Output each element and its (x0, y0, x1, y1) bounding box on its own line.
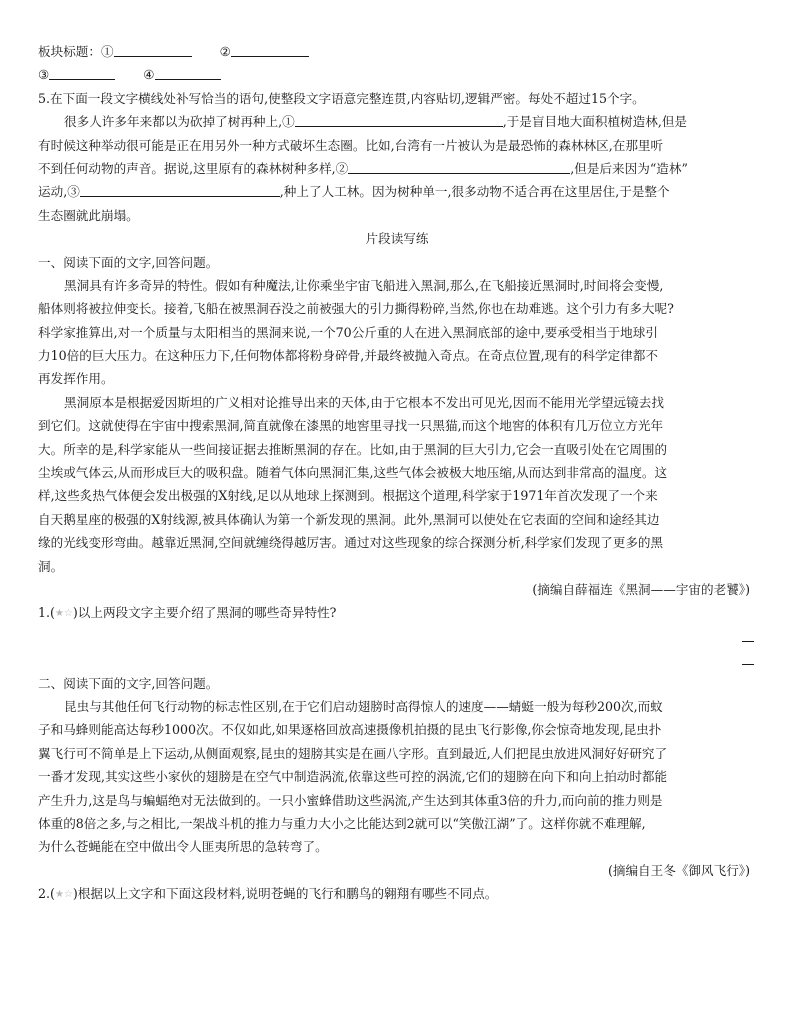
part1-p2-line: 到它们。这就使得在宇宙中搜索黑洞,简直就像在漆黑的地窖里寻找一只黑猫,而这个地窖的体积有几万位立方光年 (38, 418, 664, 434)
answer-blank-1[interactable] (114, 43, 192, 57)
difficulty-star-icon: ★☆ (54, 608, 73, 620)
part1-p2-line: 洞。 (38, 558, 64, 574)
part2-heading: 二、阅读下面的文字,回答问题。 (38, 675, 219, 691)
section-heading: 片段读写练 (365, 231, 429, 247)
blank-number-1: ① (100, 44, 114, 59)
q5-line-4: 运动,③ ,种上了人工林。因为树种单一,很多动物不适合再在这里居住,于是整个 (38, 184, 670, 200)
q5-line-5: 生态圈就此崩塌。 (38, 207, 139, 223)
answer-blank-4[interactable] (155, 66, 221, 80)
part1-p2-line: 尘埃或气体云,从而形成巨大的吸积盘。随着气体向黑洞汇集,这些气体会被极大地压缩,从而达到非常高的温度。这 (38, 465, 668, 481)
q5-line-1: 很多人许多年来都以为砍掉了树再种上,① ,于是盲目地大面积植树造林,但是 (64, 114, 688, 130)
q5-line-3: 不到任何动物的声音。据说,这里原有的森林树种多样,② ,但是后来因为“造林” (38, 160, 688, 176)
part1-p1-line: 力10倍的巨大压力。在这种压力下,任何物体都将粉身碎骨,并最终被抛入奇点。在奇点位置,现有的科学定律都不 (38, 348, 658, 364)
answer-line (742, 641, 754, 642)
part1-p1-line: 船体则将被拉伸变长。接着,飞船在被黑洞吞没之前被强大的引力撕得粉碎,当然,你也在劫难逃。这个引力有多大呢? (38, 301, 674, 317)
difficulty-star-icon: ★☆ (54, 889, 73, 901)
part1-p1-line: 再发挥作用。 (38, 371, 114, 387)
q5-blank-2[interactable] (348, 160, 570, 174)
part1-p2-line: 样,这些炙热气体便会发出极强的X射线,足以从地球上探测到。根据这个道理,科学家于1971年首次发现了一个来 (38, 488, 658, 504)
part2-p1-line: 翼飞行可不简单是上下运动,从侧面观察,昆虫的翅膀其实是在画八字形。直到最近,人们把昆虫放进风洞好好研究了 (38, 745, 668, 761)
part2-p1-line: 昆虫与其他任何飞行动物的标志性区别,在于它们启动翅膀时高得惊人的速度——蜻蜓一般为每秒200次,而蚊 (64, 698, 663, 714)
part2-p1-line: 子和马蜂则能高达每秒1000次。不仅如此,如果逐格回放高速摄像机拍摄的昆虫飞行影像,你会惊奇地发现,昆虫扑 (38, 722, 662, 738)
section-titles-row-1 (38, 40, 756, 63)
part1-p1-line: 科学家推算出,对一个质量与太阳相当的黑洞来说,一个70公斤重的人在进入黑洞底部的途中,要承受相当于地球引 (38, 324, 658, 340)
q5-line-2: 有时候这种举动很可能是正在用另外一种方式破坏生态圈。比如,台湾有一片被认为是最恐怖的森林林区,在那里听 (38, 137, 664, 153)
answer-line (742, 664, 754, 665)
question-1: 1.(★☆)以上两段文字主要介绍了黑洞的哪些奇异特性? (38, 605, 337, 621)
blank-number-2: ② (219, 44, 231, 59)
q5-blank-3[interactable] (80, 183, 280, 197)
answer-area-1[interactable] (38, 625, 756, 648)
part1-p2-line: 大。所幸的是,科学家能从一些间接证据去推断黑洞的存在。比如,由于黑洞的巨大引力,它会一直吸引处在它周围的 (38, 441, 668, 457)
part1-p2-line: 黑洞原本是根据爱因斯坦的广义相对论推导出来的天体,由于它根本不发出可见光,因而不能用光学望远镜去找 (64, 394, 664, 410)
part1-p2-line: 自天鹅星座的极强的X射线源,被具体确认为第一个新发现的黑洞。此外,黑洞可以使处在它表面的空间和途经其边 (38, 511, 660, 527)
part2-p1-line: 一番才发现,其实这些小家伙的翅膀是在空气中制造涡流,依靠这些可控的涡流,它们的翅膀在向下和向上拍动时都能 (38, 769, 668, 785)
document-page (38, 40, 756, 905)
answer-blank-3[interactable] (49, 66, 115, 80)
part2-p1-line: 为什么苍蝇能在空中做出令人匪夷所思的急转弯了。 (38, 839, 328, 855)
part2-source: (摘编自王冬《御风飞行》) (607, 862, 750, 878)
part2-p1-line: 体重的8倍之多,与之相比,一架战斗机的推力与重力大小之比能达到2就可以“笑傲江湖”了。这样你就不难理解, (38, 815, 646, 831)
answer-area-1b[interactable] (38, 648, 756, 671)
q5-instruction: 5.在下面一段文字横线处补写恰当的语句,使整段文字语意完整连贯,内容贴切,逻辑严密。每处不超过15个字。 (38, 90, 645, 106)
part1-p1-line: 黑洞具有许多奇异的特性。假如有种魔法,让你乘坐宇宙飞船进入黑洞,那么,在飞船接近黑洞时,时间将会变慢, (64, 277, 664, 293)
blank-number-3: ③ (38, 67, 50, 83)
blank-number-4: ④ (143, 67, 155, 83)
answer-blank-2[interactable] (231, 43, 309, 57)
part1-heading: 一、阅读下面的文字,回答问题。 (38, 254, 219, 270)
question-2: 2.(★☆)根据以上文字和下面这段材料,说明苍蝇的飞行和鹏鸟的翱翔有哪些不同点。 (38, 886, 498, 902)
part1-source: (摘编自薛福连《黑洞——宇宙的老饕》) (532, 581, 750, 597)
section-titles-row-2 (38, 63, 756, 86)
q5-blank-1[interactable] (295, 113, 503, 127)
part1-p2-line: 缘的光线变形弯曲。越靠近黑洞,空间就缠绕得越厉害。通过对这些现象的综合探测分析,科学家们发现了更多的黑 (38, 535, 664, 551)
section-titles-label: 板块标题： (38, 44, 101, 59)
part2-p1-line: 产生升力,这是鸟与蝙蝠绝对无法做到的。一只小蜜蜂借助这些涡流,产生达到其体重3倍的升力,而向前的推力则是 (38, 792, 663, 808)
